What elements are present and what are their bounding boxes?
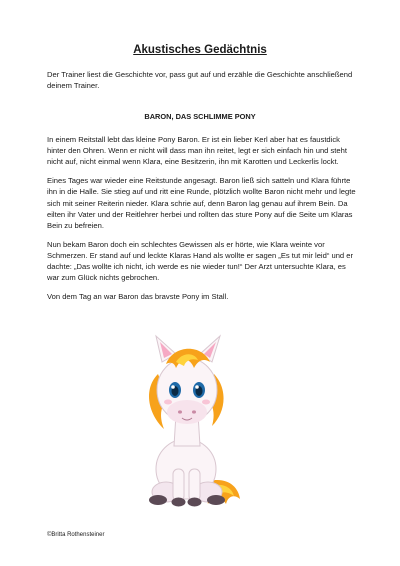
story-title: BARON, DAS SCHLIMME PONY — [144, 112, 256, 121]
story-paragraph: Von dem Tag an war Baron das bravste Pony im Stall. — [47, 291, 229, 301]
pony-illustration — [128, 334, 248, 514]
story-paragraph: Eines Tages war wieder eine Reitstunde angesagt. Baron ließ sich satteln und Klara führte ihn in die Halle. Sie stieg auf und ritt eine Runde, plötzlich wollte Baron nicht mehr und legte sich mit seiner Reiterin nieder. Klara schrie auf, denn Baron lag genau auf ihrem Bein. Da eilten ihr Vater und der Reitlehrer herbei und rollten das sture Pony auf die Seite um Klaras Bein zu befreien. — [47, 176, 356, 230]
page-title: Akustisches Gedächtnis — [133, 44, 267, 56]
copyright-footer: ©Britta Rothensteiner — [47, 532, 105, 538]
story-paragraph: Nun bekam Baron doch ein schlechtes Gewissen als er hörte, wie Klara weinte vor Schmerzen. Er stand auf und leckte Klaras Hand als wollte er sagen „Es tut mir leid“ und er dachte: „Das wollte ich nicht, ich werde es nie wieder tun!“ Der Arzt untersuchte Klara, es war zum Glück nichts gebrochen. — [47, 239, 354, 283]
instructions-text: Der Trainer liest die Geschichte vor, pass gut auf und erzähle die Geschichte anschließend deinem Trainer. — [47, 70, 353, 91]
story-paragraph: In einem Reitstall lebt das kleine Pony Baron. Er ist ein lieber Kerl aber hat es faustdick hinter den Ohren. Wenn er nicht will dass man ihn reitet, legt er sich einfach hin und steht nicht auf, nicht einmal wenn Klara, eine Besitzerin, ihn mit Karotten und Leckerlis lockt. — [47, 135, 347, 167]
story-body — [47, 134, 359, 310]
